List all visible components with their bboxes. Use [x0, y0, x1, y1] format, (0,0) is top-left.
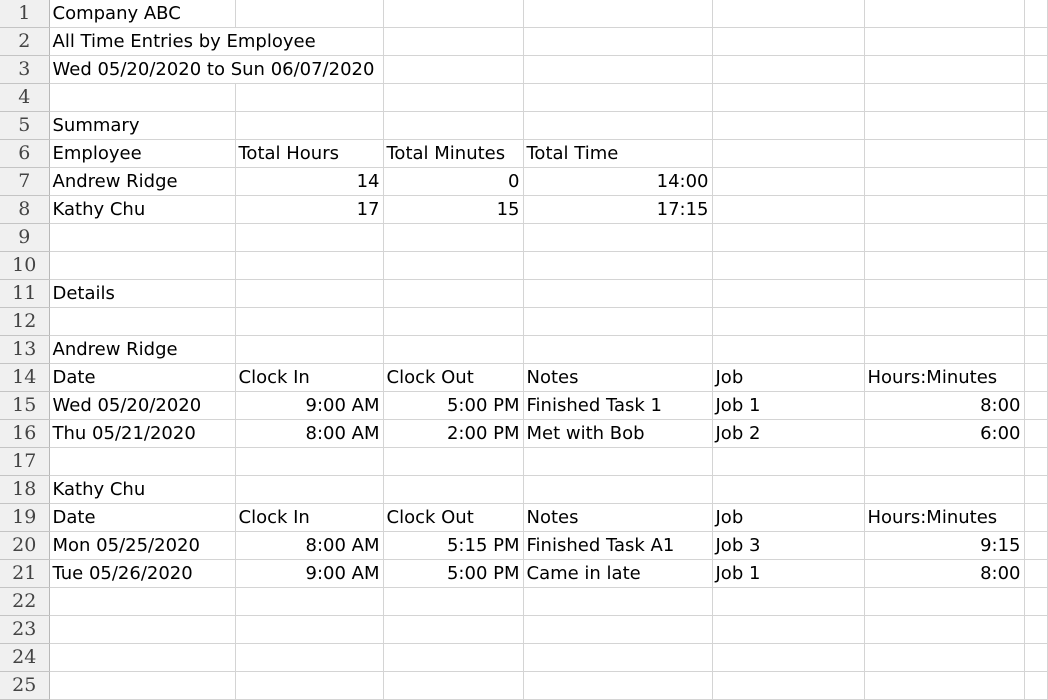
cell[interactable]: [1024, 672, 1047, 700]
cell[interactable]: [864, 140, 1024, 168]
cell[interactable]: [383, 588, 523, 616]
cell[interactable]: [235, 672, 383, 700]
cell[interactable]: [864, 252, 1024, 280]
row-header[interactable]: 14: [0, 364, 49, 392]
cell[interactable]: [523, 224, 712, 252]
cell[interactable]: 17: [235, 196, 383, 224]
cell[interactable]: Job 1: [712, 560, 864, 588]
cell[interactable]: Mon 05/25/2020: [49, 532, 235, 560]
cell[interactable]: Finished Task 1: [523, 392, 712, 420]
row-header[interactable]: 22: [0, 588, 49, 616]
row-header[interactable]: 6: [0, 140, 49, 168]
sheet-row: [0, 168, 1047, 196]
row-header[interactable]: 15: [0, 392, 49, 420]
cell[interactable]: [523, 112, 712, 140]
row-header[interactable]: 19: [0, 504, 49, 532]
cell[interactable]: [712, 308, 864, 336]
cell[interactable]: [523, 0, 712, 28]
cell[interactable]: [383, 616, 523, 644]
row-header[interactable]: 1: [0, 0, 49, 28]
cell[interactable]: [383, 56, 523, 84]
cell[interactable]: [235, 252, 383, 280]
cell[interactable]: [712, 56, 864, 84]
cell[interactable]: [383, 308, 523, 336]
cell[interactable]: [523, 616, 712, 644]
sheet-row: [0, 252, 1047, 280]
cell[interactable]: Job: [712, 364, 864, 392]
cell[interactable]: [383, 224, 523, 252]
row-header[interactable]: 17: [0, 448, 49, 476]
cell[interactable]: [49, 84, 235, 112]
cell[interactable]: [864, 672, 1024, 700]
cell[interactable]: Employee: [49, 140, 235, 168]
cell[interactable]: [235, 280, 383, 308]
sheet-row: [0, 140, 1047, 168]
cell[interactable]: Notes: [523, 364, 712, 392]
cell[interactable]: [1024, 224, 1047, 252]
cell[interactable]: [712, 140, 864, 168]
cell[interactable]: All Time Entries by Employee: [49, 28, 235, 56]
cell[interactable]: Total Minutes: [383, 140, 523, 168]
cell[interactable]: [523, 644, 712, 672]
cell[interactable]: [383, 476, 523, 504]
row-header[interactable]: 7: [0, 168, 49, 196]
cell[interactable]: Andrew Ridge: [49, 336, 235, 364]
sheet-row: [0, 364, 1047, 392]
cell[interactable]: [523, 308, 712, 336]
sheet-row: [0, 588, 1047, 616]
cell[interactable]: Date: [49, 504, 235, 532]
row-header[interactable]: 2: [0, 28, 49, 56]
row-header[interactable]: 8: [0, 196, 49, 224]
cell[interactable]: [1024, 336, 1047, 364]
cell[interactable]: [712, 280, 864, 308]
cell[interactable]: [523, 588, 712, 616]
cell[interactable]: 14: [235, 168, 383, 196]
cell[interactable]: [864, 0, 1024, 28]
cell[interactable]: [1024, 588, 1047, 616]
cell[interactable]: [864, 112, 1024, 140]
cell[interactable]: [1024, 112, 1047, 140]
cell[interactable]: [1024, 56, 1047, 84]
sheet-row: [0, 224, 1047, 252]
cell[interactable]: [1024, 364, 1047, 392]
cell[interactable]: [523, 84, 712, 112]
cell[interactable]: [383, 448, 523, 476]
cell[interactable]: 14:00: [523, 168, 712, 196]
cell[interactable]: [712, 476, 864, 504]
cell[interactable]: [49, 616, 235, 644]
cell[interactable]: Job 3: [712, 532, 864, 560]
sheet-row: [0, 392, 1047, 420]
cell[interactable]: [523, 252, 712, 280]
cell[interactable]: [383, 112, 523, 140]
cell[interactable]: [235, 308, 383, 336]
cell[interactable]: [1024, 0, 1047, 28]
cell[interactable]: [523, 56, 712, 84]
cell[interactable]: [235, 0, 383, 28]
cell[interactable]: [1024, 504, 1047, 532]
cell[interactable]: 9:15: [864, 532, 1024, 560]
row-header[interactable]: 13: [0, 336, 49, 364]
row-header[interactable]: 16: [0, 420, 49, 448]
sheet-row: [0, 28, 1047, 56]
cell[interactable]: [864, 196, 1024, 224]
cell[interactable]: Met with Bob: [523, 420, 712, 448]
cell[interactable]: [712, 616, 864, 644]
sheet-row: [0, 560, 1047, 588]
cell[interactable]: Finished Task A1: [523, 532, 712, 560]
cell[interactable]: [864, 280, 1024, 308]
cell[interactable]: [864, 308, 1024, 336]
cell[interactable]: Company ABC: [49, 0, 235, 28]
cell[interactable]: Job 1: [712, 392, 864, 420]
cell[interactable]: Total Time: [523, 140, 712, 168]
sheet-row: [0, 644, 1047, 672]
cell[interactable]: [49, 644, 235, 672]
cell[interactable]: [864, 224, 1024, 252]
cell[interactable]: Job 2: [712, 420, 864, 448]
sheet-row: [0, 196, 1047, 224]
sheet-row: [0, 616, 1047, 644]
cell[interactable]: [712, 168, 864, 196]
row-header[interactable]: 3: [0, 56, 49, 84]
sheet-row: [0, 336, 1047, 364]
cell[interactable]: [712, 112, 864, 140]
cell[interactable]: [49, 308, 235, 336]
cell[interactable]: Wed 05/20/2020 to Sun 06/07/2020: [49, 56, 235, 84]
cell[interactable]: [712, 28, 864, 56]
row-header[interactable]: 4: [0, 84, 49, 112]
cell[interactable]: [1024, 308, 1047, 336]
cell[interactable]: [712, 84, 864, 112]
cell[interactable]: Wed 05/20/2020: [49, 392, 235, 420]
cell[interactable]: Summary: [49, 112, 235, 140]
cell[interactable]: 9:00 AM: [235, 560, 383, 588]
cell[interactable]: [1024, 252, 1047, 280]
cell[interactable]: 5:15 PM: [383, 532, 523, 560]
cell[interactable]: [523, 28, 712, 56]
cell[interactable]: Thu 05/21/2020: [49, 420, 235, 448]
cell[interactable]: [235, 336, 383, 364]
cell[interactable]: [383, 672, 523, 700]
row-header[interactable]: 25: [0, 672, 49, 700]
cell[interactable]: [864, 56, 1024, 84]
cell[interactable]: [712, 252, 864, 280]
cell[interactable]: 8:00 AM: [235, 532, 383, 560]
cell[interactable]: [235, 448, 383, 476]
cell[interactable]: [235, 644, 383, 672]
cell[interactable]: [235, 224, 383, 252]
cell[interactable]: [1024, 560, 1047, 588]
cell[interactable]: [712, 224, 864, 252]
cell[interactable]: Tue 05/26/2020: [49, 560, 235, 588]
cell[interactable]: [523, 280, 712, 308]
cell[interactable]: [1024, 532, 1047, 560]
cell[interactable]: [383, 644, 523, 672]
cell[interactable]: [49, 588, 235, 616]
cell[interactable]: [235, 84, 383, 112]
cell[interactable]: [864, 28, 1024, 56]
cell[interactable]: [523, 476, 712, 504]
cell[interactable]: [1024, 644, 1047, 672]
cell[interactable]: [1024, 476, 1047, 504]
cell[interactable]: [712, 448, 864, 476]
cell[interactable]: [1024, 28, 1047, 56]
cell[interactable]: [712, 644, 864, 672]
cell[interactable]: [383, 252, 523, 280]
cell[interactable]: 6:00: [864, 420, 1024, 448]
cell[interactable]: [864, 616, 1024, 644]
cell[interactable]: [49, 252, 235, 280]
sheet-row: [0, 56, 1047, 84]
cell[interactable]: [235, 616, 383, 644]
cell[interactable]: [383, 84, 523, 112]
row-header[interactable]: 21: [0, 560, 49, 588]
row-header[interactable]: 9: [0, 224, 49, 252]
row-header[interactable]: 11: [0, 280, 49, 308]
cell[interactable]: [1024, 392, 1047, 420]
sheet-row: [0, 532, 1047, 560]
cell[interactable]: 2:00 PM: [383, 420, 523, 448]
cell[interactable]: [523, 448, 712, 476]
cell[interactable]: [864, 644, 1024, 672]
cell[interactable]: Came in late: [523, 560, 712, 588]
cell[interactable]: 9:00 AM: [235, 392, 383, 420]
cell[interactable]: [49, 224, 235, 252]
cell[interactable]: Notes: [523, 504, 712, 532]
cell[interactable]: [712, 672, 864, 700]
sheet-row: [0, 504, 1047, 532]
row-header[interactable]: 20: [0, 532, 49, 560]
row-header[interactable]: 5: [0, 112, 49, 140]
sheet-row: [0, 112, 1047, 140]
cell[interactable]: [1024, 280, 1047, 308]
cell[interactable]: 5:00 PM: [383, 560, 523, 588]
cell[interactable]: [864, 168, 1024, 196]
cell[interactable]: [235, 112, 383, 140]
sheet-row: [0, 308, 1047, 336]
cell[interactable]: [235, 588, 383, 616]
cell[interactable]: 15: [383, 196, 523, 224]
cell[interactable]: [864, 476, 1024, 504]
cell[interactable]: [712, 336, 864, 364]
cell[interactable]: [1024, 140, 1047, 168]
row-header[interactable]: 24: [0, 644, 49, 672]
cell[interactable]: [383, 28, 523, 56]
cell[interactable]: [523, 672, 712, 700]
row-header[interactable]: 23: [0, 616, 49, 644]
cell[interactable]: Hours:Minutes: [864, 364, 1024, 392]
cell[interactable]: [864, 336, 1024, 364]
sheet-row: [0, 0, 1047, 28]
cell[interactable]: 8:00: [864, 560, 1024, 588]
cell[interactable]: [49, 448, 235, 476]
cell[interactable]: [864, 84, 1024, 112]
cell[interactable]: 0: [383, 168, 523, 196]
cell[interactable]: Total Hours: [235, 140, 383, 168]
cell[interactable]: [49, 672, 235, 700]
cell[interactable]: Clock In: [235, 364, 383, 392]
cell[interactable]: [1024, 448, 1047, 476]
cell[interactable]: Andrew Ridge: [49, 168, 235, 196]
row-header[interactable]: 12: [0, 308, 49, 336]
sheet-row: [0, 84, 1047, 112]
cell[interactable]: [712, 196, 864, 224]
cell[interactable]: Job: [712, 504, 864, 532]
sheet-row: [0, 448, 1047, 476]
sheet-row: [0, 280, 1047, 308]
sheet-row: [0, 476, 1047, 504]
cell[interactable]: [712, 0, 864, 28]
cell[interactable]: [1024, 168, 1047, 196]
cell[interactable]: Clock Out: [383, 364, 523, 392]
cell[interactable]: [864, 448, 1024, 476]
cell[interactable]: Date: [49, 364, 235, 392]
cell[interactable]: 8:00 AM: [235, 420, 383, 448]
cell[interactable]: [712, 588, 864, 616]
row-header[interactable]: 10: [0, 252, 49, 280]
row-header[interactable]: 18: [0, 476, 49, 504]
cell[interactable]: Details: [49, 280, 235, 308]
cell[interactable]: Kathy Chu: [49, 476, 235, 504]
cell[interactable]: 8:00: [864, 392, 1024, 420]
cell[interactable]: [383, 280, 523, 308]
cell[interactable]: Clock Out: [383, 504, 523, 532]
cell[interactable]: [1024, 84, 1047, 112]
sheet-row: [0, 672, 1047, 700]
cell[interactable]: [235, 476, 383, 504]
cell[interactable]: [383, 336, 523, 364]
cell[interactable]: [1024, 420, 1047, 448]
cell[interactable]: [1024, 616, 1047, 644]
cell[interactable]: 17:15: [523, 196, 712, 224]
cell[interactable]: Clock In: [235, 504, 383, 532]
cell[interactable]: [523, 336, 712, 364]
cell[interactable]: 5:00 PM: [383, 392, 523, 420]
cell[interactable]: Kathy Chu: [49, 196, 235, 224]
cell[interactable]: [383, 0, 523, 28]
cell[interactable]: Hours:Minutes: [864, 504, 1024, 532]
cell[interactable]: [864, 588, 1024, 616]
cell[interactable]: [1024, 196, 1047, 224]
sheet-row: [0, 420, 1047, 448]
